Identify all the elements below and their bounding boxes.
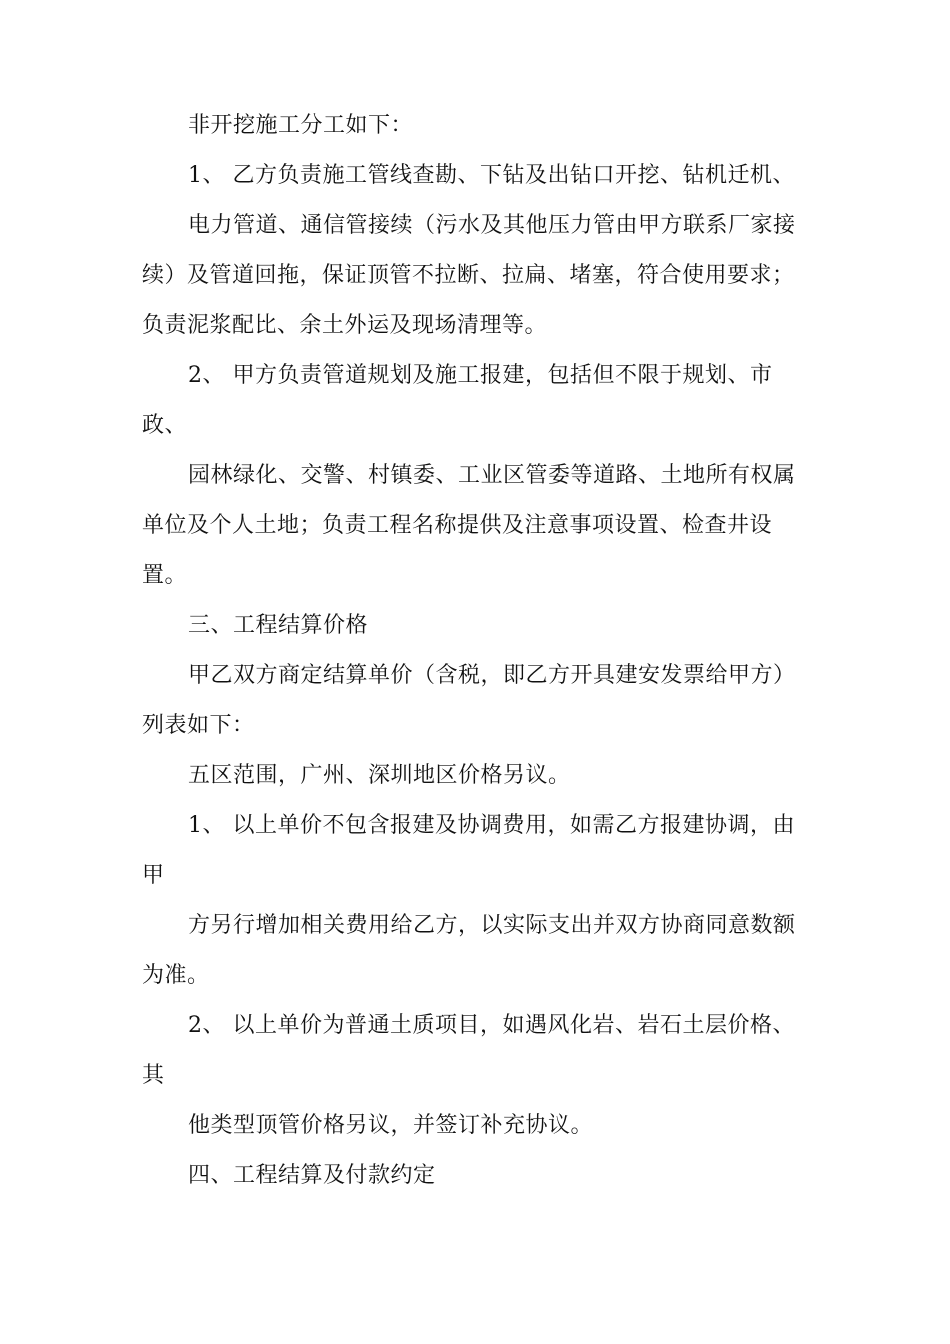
section-heading: 三、工程结算价格	[188, 613, 369, 638]
paragraph-line: 电力管道、通信管接续（污水及其他压力管由甲方联系厂家接	[188, 213, 796, 238]
paragraph-line: 列表如下：	[142, 713, 255, 738]
paragraph-line: 方另行增加相关费用给乙方，以实际支出并双方协商同意数额	[188, 913, 796, 938]
paragraph-line: 五区范围，广州、深圳地区价格另议。	[188, 763, 571, 788]
paragraph-line: 1、 以上单价不包含报建及协调费用，如需乙方报建协调，由	[188, 813, 795, 838]
paragraph-line: 其	[142, 1063, 165, 1088]
paragraph-line: 为准。	[142, 963, 210, 988]
paragraph-line: 非开挖施工分工如下：	[188, 113, 414, 138]
paragraph-line: 园林绿化、交警、村镇委、工业区管委等道路、土地所有权属	[188, 463, 796, 488]
paragraph-line: 2、 甲方负责管道规划及施工报建，包括但不限于规划、市	[188, 363, 773, 388]
paragraph-line: 甲	[142, 863, 165, 888]
paragraph-line: 他类型顶管价格另议，并签订补充协议。	[188, 1113, 594, 1138]
section-heading: 四、工程结算及付款约定	[188, 1163, 436, 1188]
paragraph-line: 负责泥浆配比、余土外运及现场清理等。	[142, 313, 548, 338]
paragraph-line: 单位及个人土地；负责工程名称提供及注意事项设置、检查井设	[142, 513, 773, 538]
paragraph-line: 置。	[142, 563, 188, 588]
paragraph-line: 1、 乙方负责施工管线查勘、下钻及出钻口开挖、钻机迁机、	[188, 163, 795, 188]
paragraph-line: 甲乙双方商定结算单价（含税，即乙方开具建安发票给甲方）	[188, 663, 796, 688]
paragraph-line: 2、 以上单价为普通土质项目，如遇风化岩、岩石土层价格、	[188, 1013, 795, 1038]
paragraph-line: 续）及管道回拖，保证顶管不拉断、拉扁、堵塞，符合使用要求；	[142, 263, 795, 288]
paragraph-line: 政、	[142, 413, 188, 438]
